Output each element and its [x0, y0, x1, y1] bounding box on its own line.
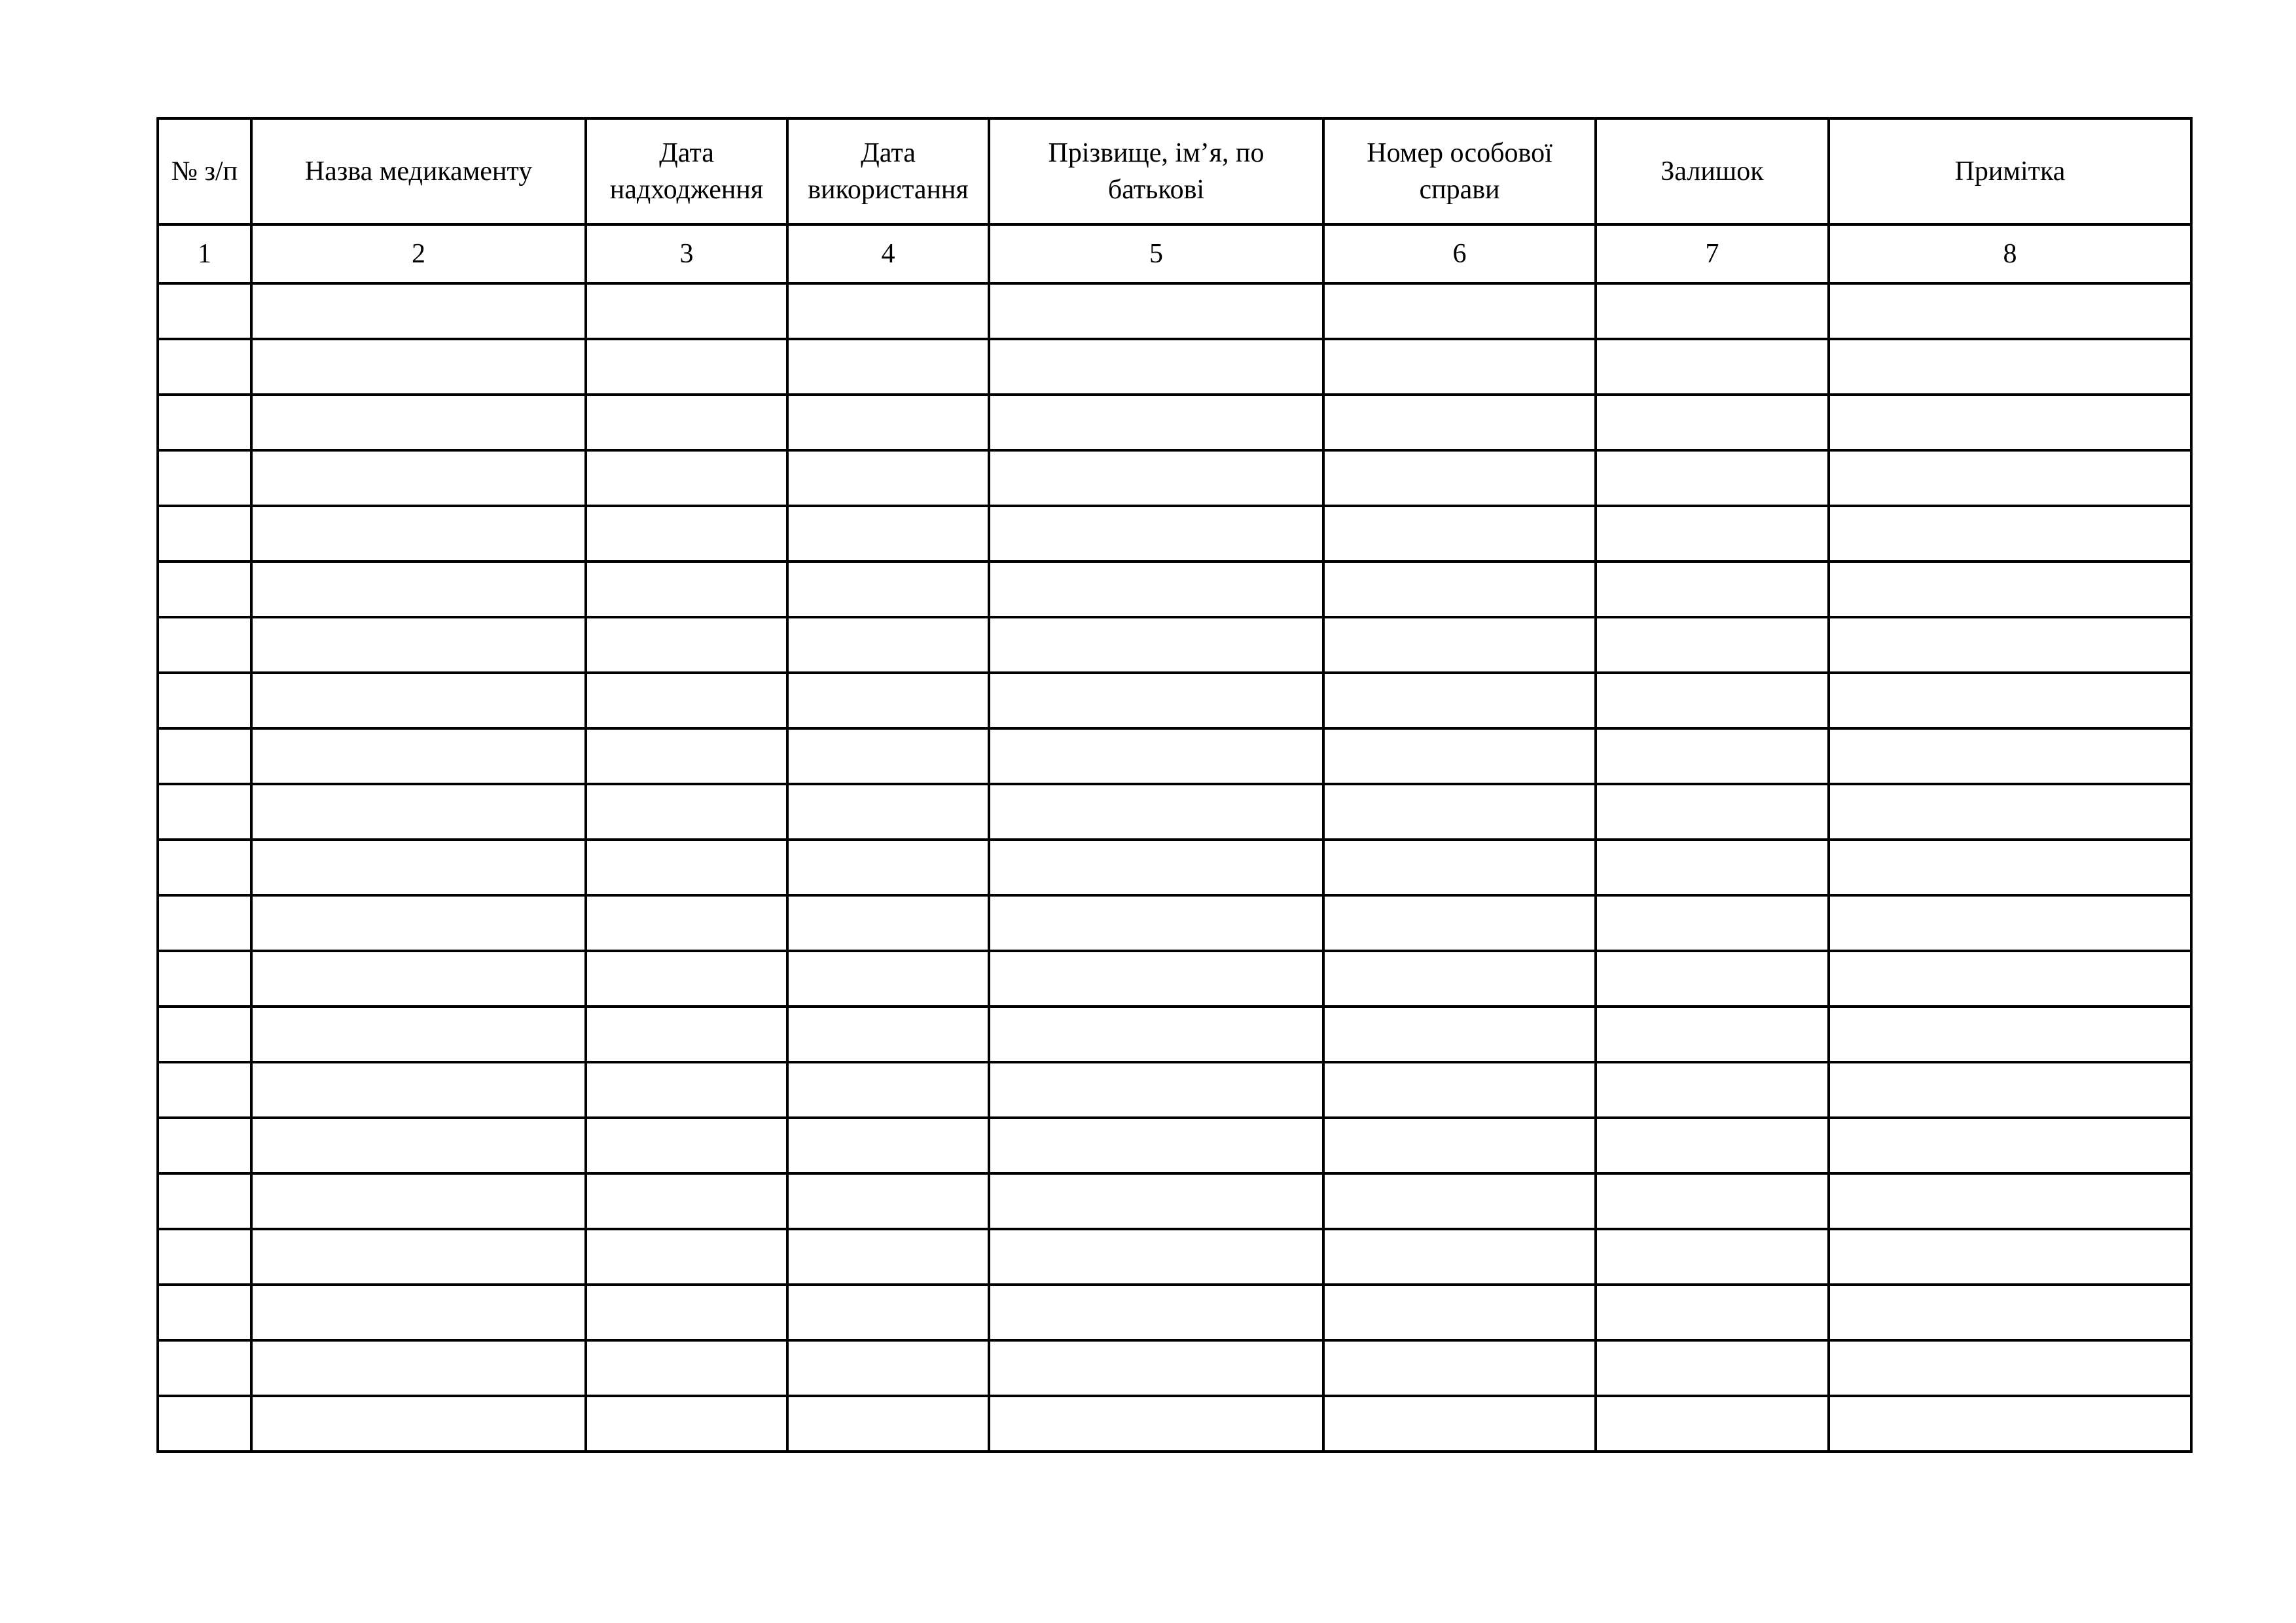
empty-cell[interactable] [989, 1062, 1323, 1118]
empty-cell[interactable] [158, 617, 251, 673]
empty-cell[interactable] [251, 1396, 586, 1452]
empty-cell[interactable] [586, 617, 787, 673]
empty-cell[interactable] [1596, 450, 1829, 506]
empty-cell[interactable] [158, 1396, 251, 1452]
empty-cell[interactable] [586, 1396, 787, 1452]
empty-cell[interactable] [251, 450, 586, 506]
table-row [158, 506, 2191, 562]
empty-cell[interactable] [158, 728, 251, 784]
empty-cell[interactable] [1829, 840, 2191, 895]
table-row [158, 728, 2191, 784]
column-number-cell: 8 [1829, 224, 2191, 283]
empty-cell[interactable] [1596, 784, 1829, 840]
empty-cell[interactable] [158, 673, 251, 728]
empty-cell[interactable] [1596, 1340, 1829, 1396]
empty-cell[interactable] [1596, 283, 1829, 339]
empty-cell[interactable] [1323, 339, 1596, 395]
empty-cell[interactable] [989, 1007, 1323, 1062]
empty-cell[interactable] [989, 283, 1323, 339]
empty-cell[interactable] [1323, 283, 1596, 339]
empty-cell[interactable] [787, 784, 989, 840]
empty-cell[interactable] [251, 1229, 586, 1285]
table-row [158, 1007, 2191, 1062]
empty-cell[interactable] [1323, 673, 1596, 728]
empty-cell[interactable] [1323, 617, 1596, 673]
header-cell-remainder: Залишок [1596, 118, 1829, 224]
table-row [158, 283, 2191, 339]
empty-cell[interactable] [1323, 1062, 1596, 1118]
empty-cell[interactable] [787, 506, 989, 562]
empty-cell[interactable] [787, 617, 989, 673]
empty-cell[interactable] [1323, 895, 1596, 951]
empty-cell[interactable] [989, 339, 1323, 395]
empty-cell[interactable] [1596, 1173, 1829, 1229]
empty-cell[interactable] [586, 283, 787, 339]
empty-cell[interactable] [1829, 283, 2191, 339]
empty-cell[interactable] [1323, 1340, 1596, 1396]
empty-cell[interactable] [989, 1229, 1323, 1285]
empty-cell[interactable] [1596, 339, 1829, 395]
empty-cell[interactable] [1596, 1396, 1829, 1452]
empty-cell[interactable] [1829, 1007, 2191, 1062]
empty-cell[interactable] [586, 1285, 787, 1340]
empty-cell[interactable] [1829, 895, 2191, 951]
empty-cell[interactable] [251, 1340, 586, 1396]
header-cell-receipt-date: Дата надходження [586, 118, 787, 224]
empty-cell[interactable] [158, 1118, 251, 1173]
empty-cell[interactable] [1596, 1062, 1829, 1118]
empty-cell[interactable] [1829, 1285, 2191, 1340]
table-row [158, 951, 2191, 1007]
empty-cell[interactable] [158, 339, 251, 395]
empty-cell[interactable] [586, 506, 787, 562]
header-cell-medication-name: Назва медикаменту [251, 118, 586, 224]
empty-cell[interactable] [1829, 951, 2191, 1007]
empty-cell[interactable] [1829, 1118, 2191, 1173]
empty-cell[interactable] [989, 562, 1323, 617]
empty-cell[interactable] [1596, 395, 1829, 450]
empty-cell[interactable] [989, 506, 1323, 562]
empty-cell[interactable] [586, 840, 787, 895]
empty-cell[interactable] [158, 506, 251, 562]
empty-cell[interactable] [1829, 1173, 2191, 1229]
empty-cell[interactable] [158, 562, 251, 617]
empty-cell[interactable] [158, 840, 251, 895]
empty-cell[interactable] [787, 1118, 989, 1173]
empty-cell[interactable] [989, 673, 1323, 728]
empty-cell[interactable] [1323, 450, 1596, 506]
empty-cell[interactable] [787, 728, 989, 784]
empty-cell[interactable] [989, 1396, 1323, 1452]
table-row [158, 1340, 2191, 1396]
empty-cell[interactable] [787, 339, 989, 395]
empty-cell[interactable] [989, 895, 1323, 951]
empty-cell[interactable] [586, 1173, 787, 1229]
empty-cell[interactable] [158, 1285, 251, 1340]
empty-cell[interactable] [1323, 1396, 1596, 1452]
empty-cell[interactable] [1829, 1062, 2191, 1118]
empty-cell[interactable] [586, 784, 787, 840]
empty-cell[interactable] [1323, 1118, 1596, 1173]
empty-cell[interactable] [1596, 1007, 1829, 1062]
empty-cell[interactable] [251, 562, 586, 617]
empty-cell[interactable] [251, 840, 586, 895]
empty-cell[interactable] [251, 1285, 586, 1340]
column-number-cell: 1 [158, 224, 251, 283]
empty-cell[interactable] [158, 1173, 251, 1229]
empty-cell[interactable] [1829, 673, 2191, 728]
table-row [158, 1118, 2191, 1173]
empty-cell[interactable] [787, 395, 989, 450]
table-row [158, 840, 2191, 895]
column-number-cell: 7 [1596, 224, 1829, 283]
empty-cell[interactable] [787, 1062, 989, 1118]
empty-cell[interactable] [1323, 562, 1596, 617]
empty-cell[interactable] [989, 951, 1323, 1007]
table-row [158, 1173, 2191, 1229]
table-row [158, 673, 2191, 728]
empty-cell[interactable] [251, 339, 586, 395]
empty-cell[interactable] [1596, 673, 1829, 728]
empty-cell[interactable] [1829, 1396, 2191, 1452]
empty-cell[interactable] [158, 283, 251, 339]
empty-cell[interactable] [1596, 1118, 1829, 1173]
table-row [158, 895, 2191, 951]
empty-cell[interactable] [1323, 1285, 1596, 1340]
empty-cell[interactable] [251, 784, 586, 840]
empty-cell[interactable] [251, 1173, 586, 1229]
empty-cell[interactable] [787, 951, 989, 1007]
empty-cell[interactable] [158, 951, 251, 1007]
empty-cell[interactable] [1596, 506, 1829, 562]
empty-cell[interactable] [586, 1007, 787, 1062]
empty-cell[interactable] [1323, 951, 1596, 1007]
header-cell-full-name: Прізвище, ім’я, по батькові [989, 118, 1323, 224]
empty-cell[interactable] [787, 840, 989, 895]
empty-cell[interactable] [1323, 784, 1596, 840]
empty-cell[interactable] [1829, 562, 2191, 617]
empty-cell[interactable] [251, 506, 586, 562]
empty-cell[interactable] [787, 1173, 989, 1229]
table-row [158, 395, 2191, 450]
table-row [158, 562, 2191, 617]
empty-cell[interactable] [1829, 450, 2191, 506]
empty-cell[interactable] [1829, 1340, 2191, 1396]
empty-cell[interactable] [787, 1285, 989, 1340]
header-cell-personal-file-number: Номер особової справи [1323, 118, 1596, 224]
empty-cell[interactable] [1829, 728, 2191, 784]
empty-cell[interactable] [586, 1118, 787, 1173]
empty-cell[interactable] [586, 951, 787, 1007]
table-row [158, 784, 2191, 840]
table-row [158, 617, 2191, 673]
table-row [158, 1396, 2191, 1452]
empty-cell[interactable] [251, 1118, 586, 1173]
empty-cell[interactable] [1323, 1229, 1596, 1285]
empty-cell[interactable] [787, 1396, 989, 1452]
table-row [158, 339, 2191, 395]
empty-cell[interactable] [787, 673, 989, 728]
empty-cell[interactable] [787, 562, 989, 617]
empty-cell[interactable] [251, 283, 586, 339]
header-row [158, 118, 2191, 224]
empty-cell[interactable] [586, 895, 787, 951]
table-row [158, 1285, 2191, 1340]
empty-cell[interactable] [989, 617, 1323, 673]
header-cell-note: Примітка [1829, 118, 2191, 224]
empty-cell[interactable] [586, 1229, 787, 1285]
empty-cell[interactable] [1596, 951, 1829, 1007]
empty-cell[interactable] [1596, 1229, 1829, 1285]
empty-cell[interactable] [1323, 395, 1596, 450]
empty-cell[interactable] [787, 1007, 989, 1062]
empty-cell[interactable] [989, 728, 1323, 784]
empty-cell[interactable] [989, 1285, 1323, 1340]
table-row [158, 1062, 2191, 1118]
empty-cell[interactable] [989, 1340, 1323, 1396]
empty-cell[interactable] [1323, 1007, 1596, 1062]
empty-cell[interactable] [1829, 617, 2191, 673]
empty-cell[interactable] [158, 895, 251, 951]
empty-cell[interactable] [1323, 1173, 1596, 1229]
empty-cell[interactable] [158, 1340, 251, 1396]
empty-cell[interactable] [586, 395, 787, 450]
empty-cell[interactable] [787, 1229, 989, 1285]
medication-register-table [156, 117, 2193, 1453]
empty-cell[interactable] [251, 395, 586, 450]
column-number-row [158, 224, 2191, 283]
empty-cell[interactable] [158, 450, 251, 506]
empty-cell[interactable] [1323, 840, 1596, 895]
empty-cell[interactable] [158, 1007, 251, 1062]
empty-cell[interactable] [251, 617, 586, 673]
empty-cell[interactable] [1323, 506, 1596, 562]
empty-cell[interactable] [251, 673, 586, 728]
header-cell-usage-date: Дата використання [787, 118, 989, 224]
empty-cell[interactable] [251, 895, 586, 951]
empty-cell[interactable] [787, 283, 989, 339]
empty-cell[interactable] [989, 784, 1323, 840]
empty-cell[interactable] [158, 1062, 251, 1118]
empty-cell[interactable] [989, 1173, 1323, 1229]
empty-cell[interactable] [787, 450, 989, 506]
column-number-cell: 3 [586, 224, 787, 283]
empty-cell[interactable] [586, 728, 787, 784]
empty-cell[interactable] [251, 1062, 586, 1118]
empty-cell[interactable] [1596, 895, 1829, 951]
table-row [158, 1229, 2191, 1285]
empty-cell[interactable] [586, 673, 787, 728]
empty-cell[interactable] [586, 1340, 787, 1396]
empty-cell[interactable] [586, 562, 787, 617]
empty-cell[interactable] [787, 895, 989, 951]
header-cell-index: № з/п [158, 118, 251, 224]
empty-cell[interactable] [1829, 506, 2191, 562]
empty-cell[interactable] [787, 1340, 989, 1396]
empty-cell[interactable] [586, 450, 787, 506]
column-number-cell: 2 [251, 224, 586, 283]
empty-cell[interactable] [989, 840, 1323, 895]
empty-cell[interactable] [1829, 339, 2191, 395]
empty-cell[interactable] [989, 395, 1323, 450]
empty-cell[interactable] [586, 1062, 787, 1118]
table-row [158, 450, 2191, 506]
column-number-cell: 4 [787, 224, 989, 283]
empty-cell[interactable] [251, 951, 586, 1007]
empty-cell[interactable] [1323, 728, 1596, 784]
column-number-cell: 6 [1323, 224, 1596, 283]
empty-cell[interactable] [989, 450, 1323, 506]
empty-cell[interactable] [586, 339, 787, 395]
empty-cell[interactable] [1596, 840, 1829, 895]
empty-cell[interactable] [1596, 1285, 1829, 1340]
empty-cell[interactable] [158, 784, 251, 840]
column-number-cell: 5 [989, 224, 1323, 283]
empty-cell[interactable] [1829, 1229, 2191, 1285]
empty-cell[interactable] [1829, 784, 2191, 840]
empty-cell[interactable] [989, 1118, 1323, 1173]
empty-cell[interactable] [251, 1007, 586, 1062]
empty-cell[interactable] [1596, 728, 1829, 784]
empty-cell[interactable] [1596, 562, 1829, 617]
empty-cell[interactable] [1596, 617, 1829, 673]
empty-cell[interactable] [1829, 395, 2191, 450]
empty-cell[interactable] [158, 1229, 251, 1285]
empty-cell[interactable] [251, 728, 586, 784]
empty-cell[interactable] [158, 395, 251, 450]
